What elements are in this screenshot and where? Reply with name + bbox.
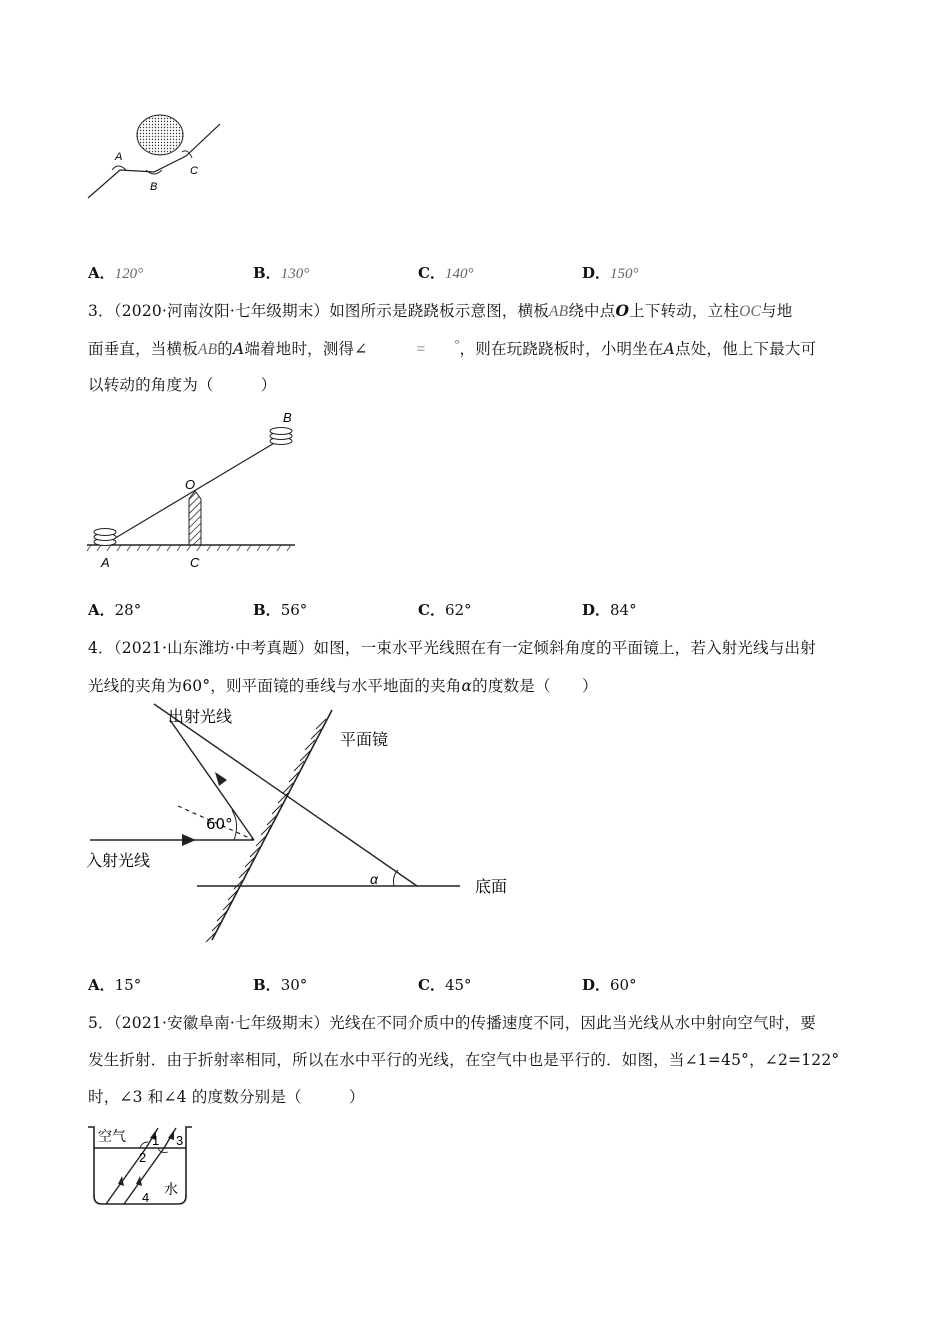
q4-option-a[interactable]: A．15° (88, 976, 142, 994)
q4-label-mirror: 平面镜 (340, 730, 389, 749)
q3-option-d[interactable]: D．84° (582, 601, 637, 619)
q4-label-alpha: α (370, 871, 378, 887)
q3-option-c[interactable]: C．62° (418, 601, 472, 619)
q5-label-3: 3 (176, 1133, 184, 1148)
q4-incident-arrow (182, 834, 196, 846)
q3-question-line-3: 以转动的角度为（ ） (88, 376, 277, 394)
q5-label-4: 4 (142, 1190, 150, 1205)
q2-option-a[interactable]: A．120° (88, 264, 144, 282)
q2-figure (82, 108, 232, 208)
q5-label-2: 2 (139, 1150, 147, 1165)
q3-option-a[interactable]: A．28° (88, 601, 142, 619)
q4-label-in-ray: 入射光线 (86, 851, 151, 870)
q2-option-b[interactable]: B．130° (253, 264, 310, 282)
q2-label-c: C (190, 165, 198, 177)
q3-seat-a (94, 529, 116, 546)
q3-figure (85, 405, 300, 573)
q3-pillar (189, 491, 201, 545)
q4-option-b[interactable]: B．30° (253, 976, 308, 994)
q2-label-a: A (115, 151, 123, 163)
q5-question-line-1: 5．（2021·安徽阜南·七年级期末）光线在不同介质中的传播速度不同，因此当光线从水中射向空气时，要 (88, 1014, 816, 1032)
q4-figure (82, 700, 532, 950)
q3-label-b: B (283, 410, 292, 425)
q4-option-c[interactable]: C．45° (418, 976, 472, 994)
q3-label-a: A (101, 555, 110, 570)
q4-label-out-ray: 出射光线 (168, 707, 233, 726)
q3-label-c: C (190, 555, 200, 570)
q3-label-o: O (185, 477, 196, 492)
q4-reflected-arrow (215, 772, 227, 786)
q2-options (88, 262, 868, 286)
q5-question-line-2: 发生折射．由于折射率相同，所以在水中平行的光线，在空气中也是平行的．如图，当∠1=45°，∠2=122° (88, 1051, 840, 1069)
q5-figure (84, 1124, 196, 1210)
q3-question-line-2: 面垂直，当横板AB的A端着地时，测得∠ = °，则在玩跷跷板时，小明坐在A点处，他上下最大可 (88, 336, 817, 359)
q3-seat-b (270, 428, 292, 445)
q3-option-b[interactable]: B．56° (253, 601, 308, 619)
q4-label-ground: 底面 (475, 877, 508, 896)
q5-label-water: 水 (164, 1182, 178, 1198)
q2-ball (137, 115, 183, 155)
q5-question-line-3: 时，∠3 和∠4 的度数分别是（ ） (88, 1088, 365, 1106)
q3-question-line-1: 3．（2020·河南汝阳·七年级期末）如图所示是跷跷板示意图，横板AB绕中点O上下转动，立柱OC与地 (88, 301, 793, 320)
q4-label-60: 60° (206, 815, 233, 833)
q2-label-b: B (150, 181, 158, 193)
q3-options (88, 599, 868, 623)
q5-label-1: 1 (152, 1133, 160, 1148)
q4-options (88, 974, 868, 998)
q5-label-air: 空气 (98, 1129, 126, 1145)
q4-question-line-2: 光线的夹角为60°，则平面镜的垂线与水平地面的夹角α的度数是（ ） (88, 677, 598, 695)
q4-option-d[interactable]: D．60° (582, 976, 637, 994)
q4-question-line-1: 4．（2021·山东潍坊·中考真题）如图，一束水平光线照在有一定倾斜角度的平面镜上，若入射光线与出射 (88, 639, 816, 657)
q2-option-c[interactable]: C．140° (418, 264, 474, 282)
q2-option-d[interactable]: D．150° (582, 264, 639, 282)
